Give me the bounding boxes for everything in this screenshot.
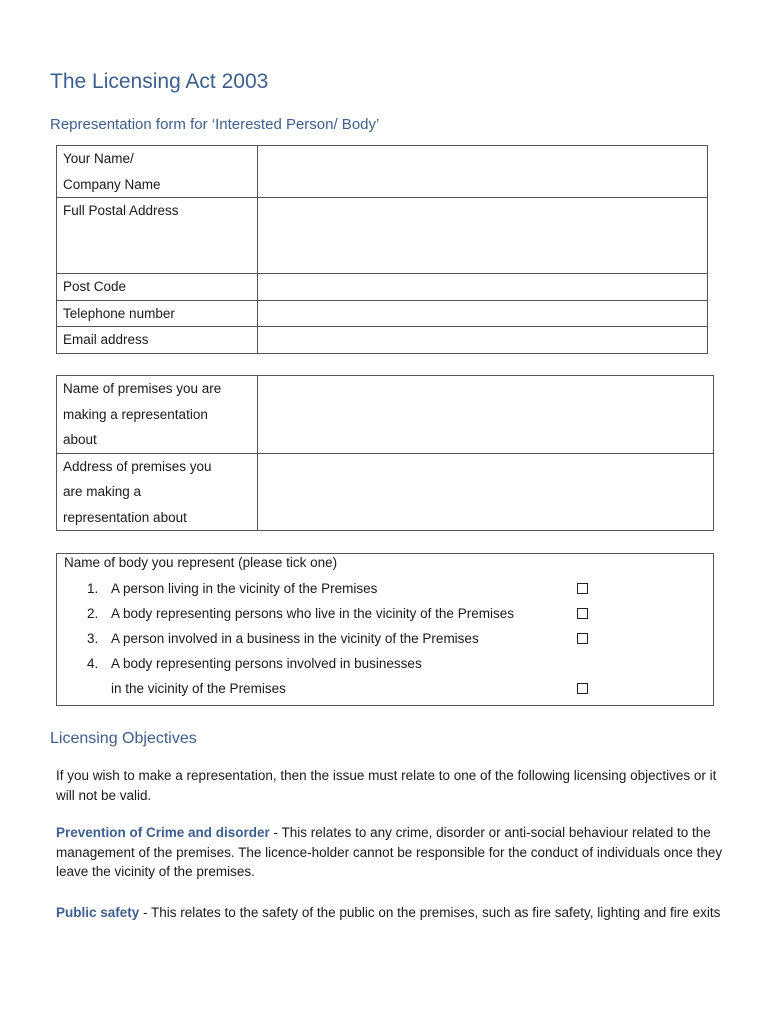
- licensing-objectives-heading: Licensing Objectives: [50, 730, 197, 747]
- email-label: Email address: [57, 327, 258, 354]
- name-field[interactable]: [258, 146, 708, 198]
- page-title: The Licensing Act 2003: [50, 70, 269, 93]
- address-label: Full Postal Address: [57, 198, 258, 274]
- premises-table: [56, 375, 714, 531]
- postcode-field[interactable]: [258, 274, 708, 301]
- contact-details-table: [56, 145, 708, 354]
- postcode-label: Post Code: [57, 274, 258, 301]
- checkbox-4[interactable]: [577, 683, 588, 694]
- form-subtitle: Representation form for ‘Interested Person/ Body’: [50, 116, 380, 133]
- email-field[interactable]: [258, 327, 708, 354]
- premises-name-label: Name of premises you are making a representation about: [57, 376, 258, 454]
- objectives-intro: If you wish to make a representation, then the issue must relate to one of the following licensing objectives or it will not be valid.: [56, 768, 717, 803]
- telephone-label: Telephone number: [57, 300, 258, 327]
- premises-address-field[interactable]: [258, 453, 714, 531]
- premises-name-field[interactable]: [258, 376, 714, 454]
- body-type-box: Name of body you represent (please tick one) 1. A person living in the vicinity of the Premises 2. A body representing persons who live in the vicinity of the Premises 3. A person involved in a business in the vicinity of the Premises 4. A body representing persons involved in businesses in the vicinity of the Premises: [56, 553, 714, 706]
- telephone-field[interactable]: [258, 300, 708, 327]
- address-field[interactable]: [258, 198, 708, 274]
- body-type-heading: Name of body you represent (please tick one): [64, 555, 338, 570]
- objective-crime-disorder: Prevention of Crime and disorder - This relates to any crime, disorder or anti-social behaviour related to the management of the premises. The licence-holder cannot be responsible for the conduct of individuals once they leave the vicinity of the premises.: [56, 825, 723, 879]
- checkbox-1[interactable]: [577, 583, 588, 594]
- name-label: Your Name/ Company Name: [57, 146, 258, 198]
- checkbox-2[interactable]: [577, 608, 588, 619]
- premises-address-label: Address of premises you are making a representation about: [57, 453, 258, 531]
- checkbox-3[interactable]: [577, 633, 588, 644]
- objective-public-safety: Public safety - This relates to the safety of the public on the premises, such as fire safety, lighting and fire exits: [56, 905, 721, 920]
